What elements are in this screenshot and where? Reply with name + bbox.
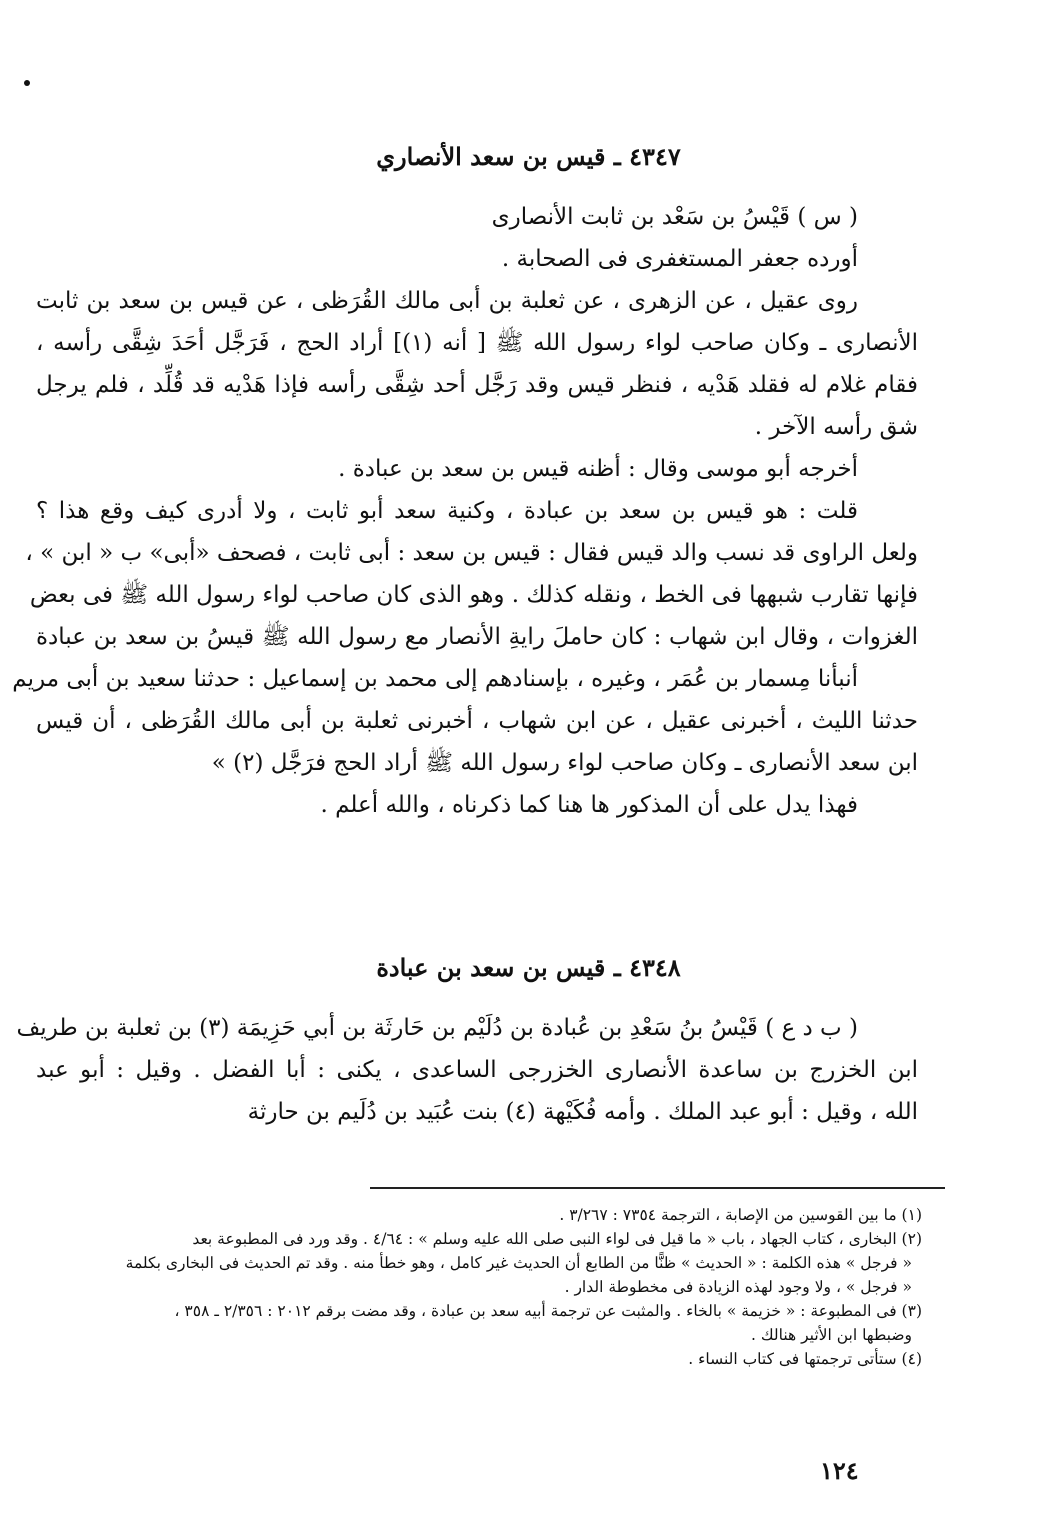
entry-heading-4348: ٤٣٤٨ ـ قيس بن سعد بن عبادة [376,953,681,982]
footnote: (٤) ستأتى ترجمتها فى كتاب النساء . [688,1350,922,1368]
entry-line: أنبأنا مِسمار بن عُمَر ، وغيره ، بإسنادهم إلى محمد بن إسماعيل : حدثنا سعيد بن أبى مريم [12,666,858,692]
entry-body-4347 [12,196,918,826]
footnote: (١) ما بين القوسين من الإصابة ، الترجمة ٧٣٥٤ : ٣/٢٦٧ . [559,1206,922,1224]
page-number: ١٢٤ [820,1456,859,1485]
footnote: « فرجل » ، ولا وجود لهذه الزيادة فى مخطوطة الدار . [564,1278,912,1296]
entry-body-4348 [16,1007,918,1133]
entry-line: فقام غلام له فقلد هَدْيه ، فنظر قيس وقد رَجَّل أحد شِقَّى رأسه فإذا هَدْيه قد قُلِّد ، فلم يرجل [36,372,918,398]
entry-line: حدثنا الليث ، أخبرنى عقيل ، عن ابن شهاب ، أخبرنى ثعلبة بن أبى مالك القُرَظى ، أن قيس [36,708,918,734]
entry-line: ولعل الراوى قد نسب والد قيس فقال : قيس بن سعد : أبى ثابت ، فصحف «أبى» ب « ابن » ، [25,540,918,566]
entry-heading-4347: ٤٣٤٧ ـ قيس بن سعد الأنصاري [376,142,681,171]
entry-line: شق رأسه الآخر . [754,414,918,440]
entry-line: الله ، وقيل : أبو عبد الملك . وأمه فُكَيْهة (٤) بنت عُبَيد بن دُلَيم بن حارثة [247,1099,918,1125]
footnote: وضبطها ابن الأثير هنالك . [750,1326,912,1344]
entry-line: فهذا يدل على أن المذكور ها هنا كما ذكرناه ، والله أعلم . [320,792,858,818]
footnotes [40,1203,922,1371]
entry-line: الغزوات ، وقال ابن شهاب : كان حاملَ رايةِ الأنصار مع رسول الله ﷺ قيسُ بن سعد بن عبادة [36,624,918,650]
entry-line: ابن سعد الأنصارى ـ وكان صاحب لواء رسول الله ﷺ أراد الحج فرَجَّل (٢) » [211,750,918,776]
entry-line: ( ب د ع ) قَيْسُ بنُ سَعْدِ بن عُبادة بن دُلَيْم بن حَارثَة بن أبي حَزِيمَة (٣) بن ثعلبة بن طريف [16,1015,858,1041]
entry-line: الأنصارى ـ وكان صاحب لواء رسول الله ﷺ [ أنه (١)] أراد الحج ، فَرَجَّل أحَدَ شِقَّى رأسه ، [36,330,918,356]
entry-line: أورده جعفر المستغفرى فى الصحابة . [501,246,858,272]
footnote: (٣) فى المطبوعة : « خزيمة » بالخاء . والمثبت عن ترجمة أبيه سعد بن عبادة ، وقد مضت برقم ٢٠١٢ : ٢/٣٥٦ ـ ٣٥٨ ، [174,1302,922,1320]
scan-speck [24,80,30,86]
entry-line: روى عقيل ، عن الزهرى ، عن ثعلبة بن أبى مالك القُرَظى ، عن قيس بن سعد بن ثابت [36,288,858,314]
footnote: (٢) البخارى ، كتاب الجهاد ، باب « ما قيل فى لواء النبى صلى الله عليه وسلم » : ٤/٦٤ . وقد ورد فى المطبوعة بعد [192,1230,922,1248]
entry-line: فإنها تقارب شبهها فى الخط ، ونقله كذلك . وهو الذى كان صاحب لواء رسول الله ﷺ فى بعض [29,582,918,608]
footnote: « فرجل » هذه الكلمة : « الحديث » ظنًّا من الطابع أن الحديث غير كامل ، وهو خطأ منه . وقد تم الحديث فى البخارى بكلمة [125,1254,912,1272]
footnote-separator [370,1187,945,1189]
entry-line: أخرجه أبو موسى وقال : أظنه قيس بن سعد بن عبادة . [338,456,858,482]
entry-line: ( س ) قَيْسُ بن سَعْد بن ثابت الأنصارى [491,204,858,230]
entry-line: قلت : هو قيس بن سعد بن عبادة ، وكنية سعد أبو ثابت ، ولا أدرى كيف وقع هذا ؟ [36,498,858,524]
entry-line: ابن الخزرج بن ساعدة الأنصارى الخزرجى الساعدى ، يكنى : أبا الفضل . وقيل : أبو عبد [36,1057,918,1083]
